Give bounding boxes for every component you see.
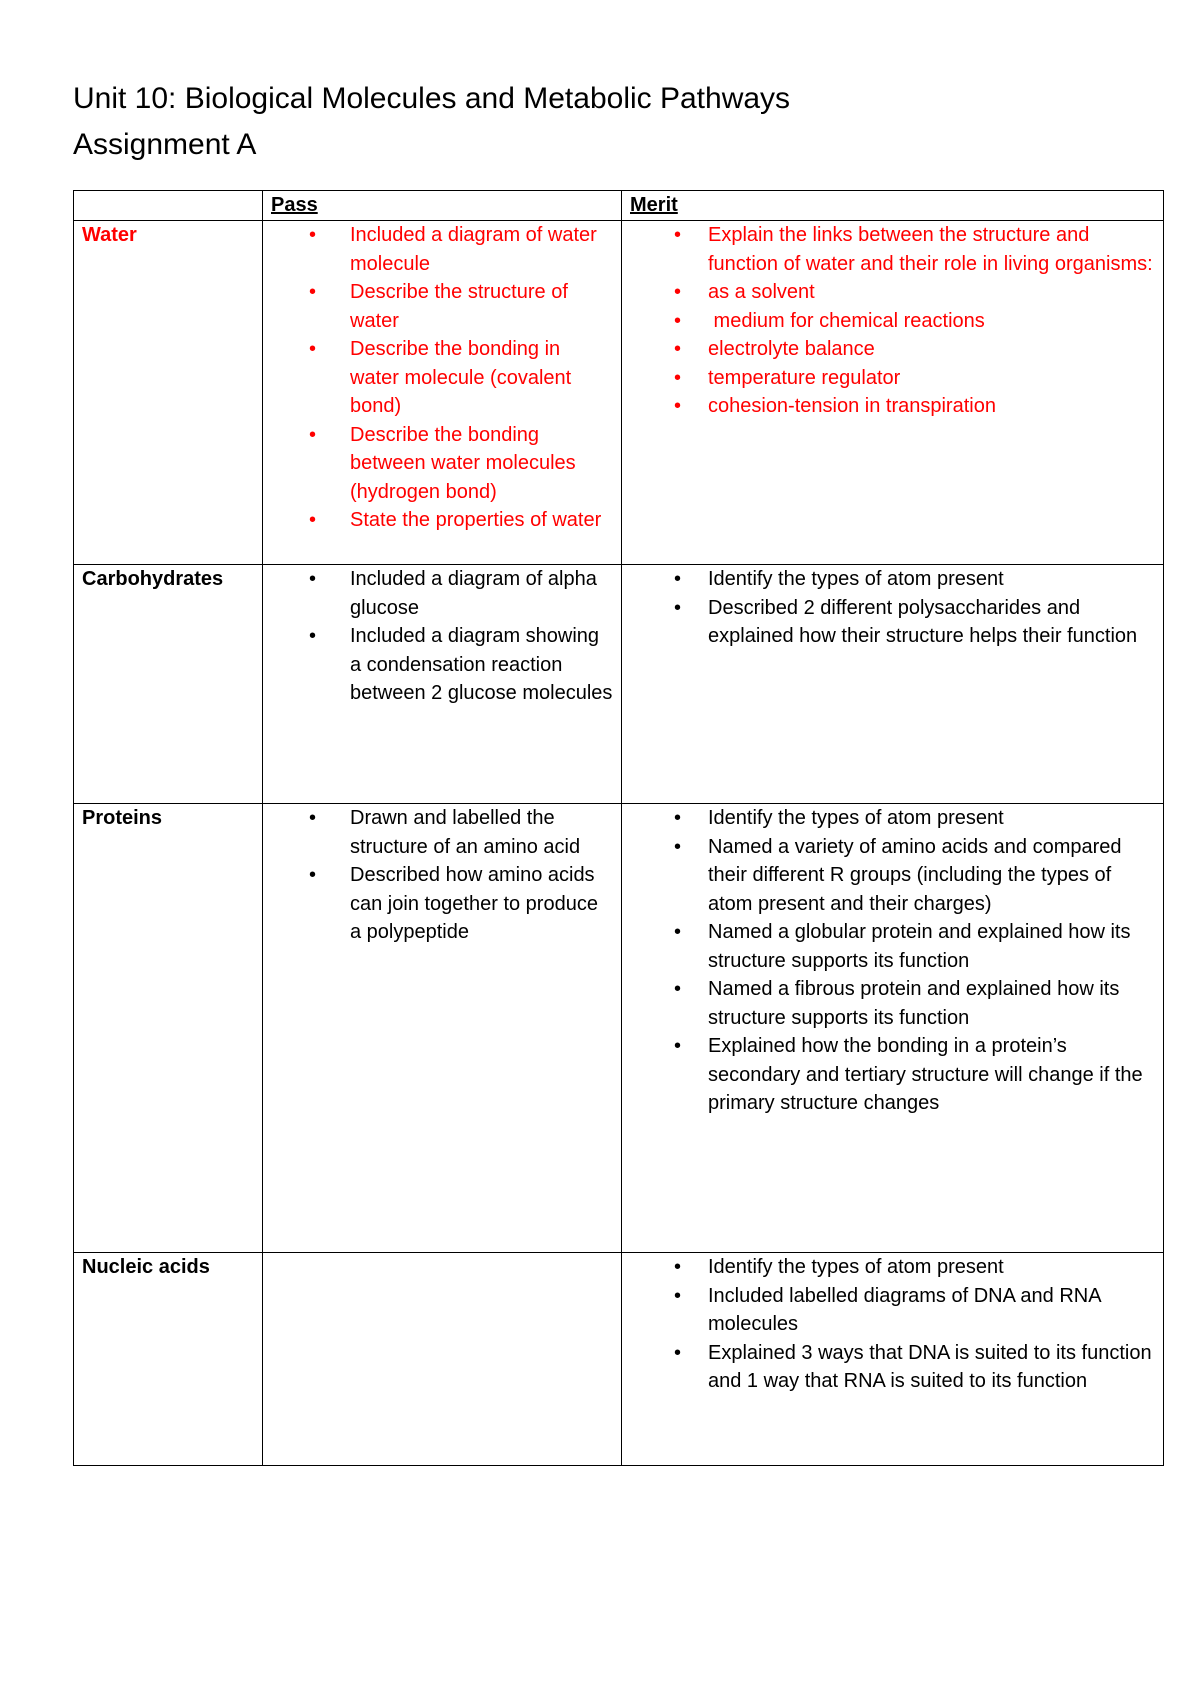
header-merit: Merit [622,191,1164,221]
bullet-icon: • [674,1341,682,1364]
pass-cell-nucleic-acids [263,1253,622,1466]
table-row-carbohydrates [74,565,1164,804]
list-item: • as a solvent [630,278,1155,307]
bullet-icon: • [309,423,317,446]
list-item: • Describe the bonding between water molecules (hydrogen bond) [271,421,613,507]
bullet-icon: • [674,568,682,590]
table-row-nucleic-acids [74,1253,1164,1466]
list-item: • Named a variety of amino acids and compared their different R groups (including the types of atom present and their charges) [630,833,1155,919]
list-item: • Included a diagram of alpha glucose [271,565,613,622]
list-item: • Named a fibrous protein and explained how its structure supports its function [630,975,1155,1032]
pass-cell-carbohydrates [263,565,622,804]
row-label-nucleic-acids: Nucleic acids [74,1253,263,1466]
row-label-carbohydrates: Carbohydrates [74,565,263,804]
list-item: • Drawn and labelled the structure of an amino acid [271,804,613,861]
header-blank [74,191,263,221]
bullet-icon: • [674,1256,682,1278]
list-item: • Identify the types of atom present [630,565,1155,594]
bullet-icon: • [674,1284,682,1307]
pass-cell-water [263,221,622,565]
list-item: • Described 2 different polysaccharides and explained how their structure helps their function [630,594,1155,651]
bullet-icon: • [674,395,682,417]
list-item: • Identify the types of atom present [630,804,1155,833]
bullet-icon: • [309,864,317,886]
list-item: • Describe the bonding in water molecule (covalent bond) [271,335,613,421]
title-unit: Unit 10: Biological Molecules and Metabolic Pathways [73,82,791,115]
title-assignment: Assignment A [73,128,257,161]
bullet-icon: • [674,596,682,619]
bullet-icon: • [674,338,682,360]
list-item: • Named a globular protein and explained how its structure supports its function [630,918,1155,975]
pass-cell-proteins [263,804,622,1253]
row-label-water: Water [74,221,263,565]
list-item: • medium for chemical reactions [630,307,1155,336]
list-item: • Describe the structure of water [271,278,613,335]
bullet-icon: • [309,807,317,829]
bullet-icon: • [674,309,682,332]
list-item: • Described how amino acids can join together to produce a polypeptide [271,861,613,947]
bullet-icon: • [309,338,317,360]
merit-cell-water [622,221,1164,565]
bullet-icon: • [674,281,682,303]
list-item: • Included a diagram of water molecule [271,221,613,278]
list-item: • Explained how the bonding in a protein’s secondary and tertiary structure will change if the primary structure changes [630,1032,1155,1118]
list-item: • Included labelled diagrams of DNA and RNA molecules [630,1282,1155,1339]
list-item: • cohesion-tension in transpiration [630,392,1155,421]
list-item: • Included a diagram showing a condensation reaction between 2 glucose molecules [271,622,613,708]
bullet-icon: • [309,281,317,303]
bullet-icon: • [309,568,317,590]
list-item: • Identify the types of atom present [630,1253,1155,1282]
table-row-proteins [74,804,1164,1253]
criteria-table [73,190,1164,1466]
list-item: • temperature regulator [630,364,1155,393]
bullet-icon: • [674,835,682,858]
bullet-icon: • [309,625,317,647]
bullet-icon: • [674,921,682,943]
table-row-water [74,221,1164,565]
list-item: • Explain the links between the structure and function of water and their role in living organisms: [630,221,1155,278]
bullet-icon: • [309,509,317,531]
bullet-icon: • [309,224,317,246]
merit-cell-nucleic-acids [622,1253,1164,1466]
bullet-icon: • [674,807,682,829]
list-item: • electrolyte balance [630,335,1155,364]
header-row [74,191,1164,221]
header-pass: Pass [263,191,622,221]
document-title [73,76,790,168]
merit-cell-proteins [622,804,1164,1253]
bullet-icon: • [674,224,682,246]
list-item: • State the properties of water [271,506,613,535]
merit-cell-carbohydrates [622,565,1164,804]
row-label-proteins: Proteins [74,804,263,1253]
list-item: • Explained 3 ways that DNA is suited to its function and 1 way that RNA is suited to its function [630,1339,1155,1396]
bullet-icon: • [674,978,682,1000]
bullet-icon: • [674,366,682,389]
bullet-icon: • [674,1035,682,1057]
